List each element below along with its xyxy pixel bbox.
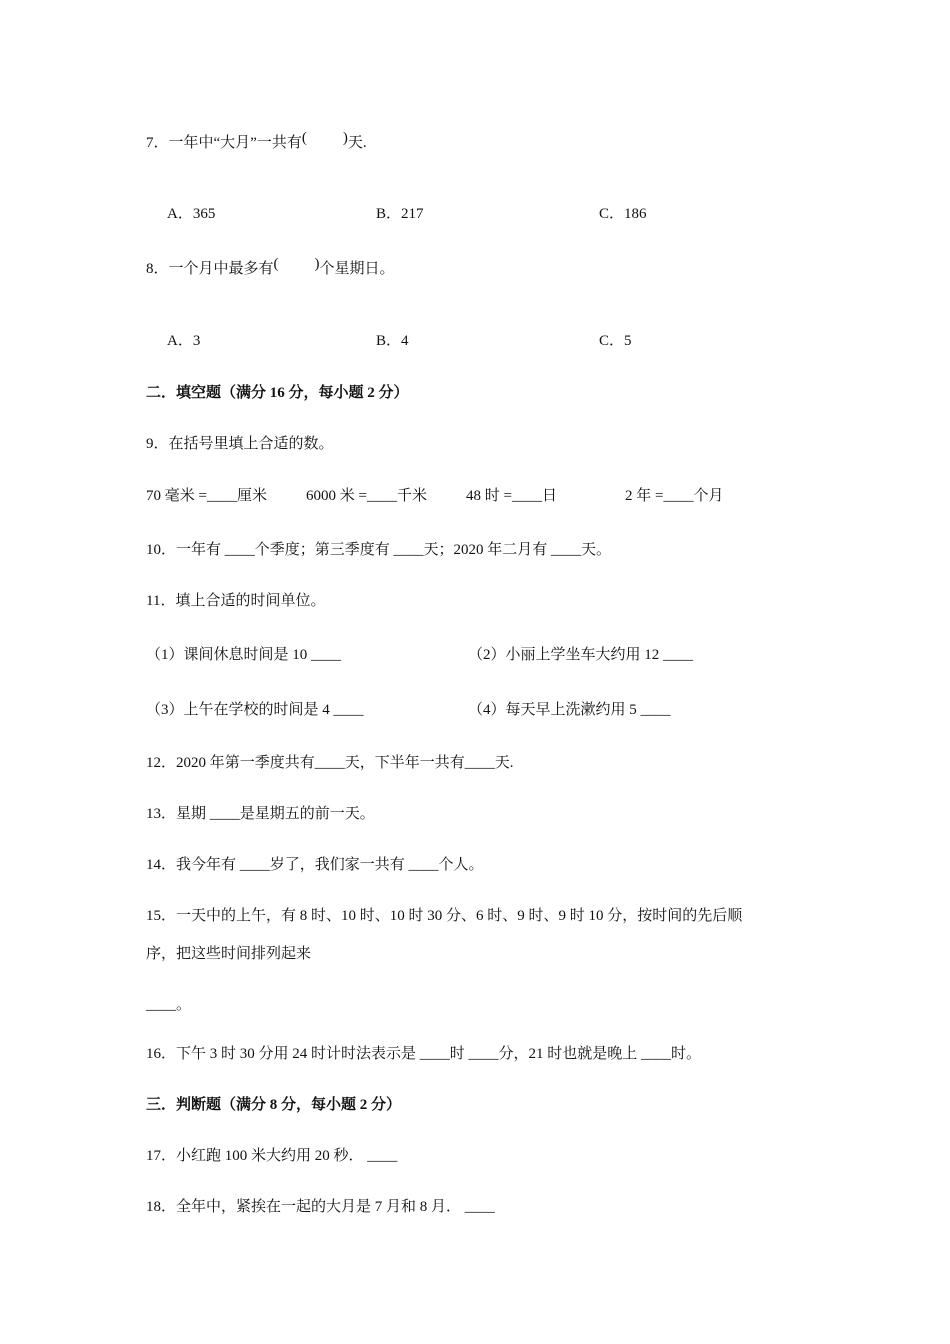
question-18: 18．全年中，紧挨在一起的大月是 7 月和 8 月． ____ [146, 1199, 495, 1215]
question-7-stem [146, 130, 367, 153]
section-2-title: 二．填空题（满分 16 分，每小题 2 分） [146, 385, 409, 401]
question-8-option-a[interactable]: A．3 [167, 333, 201, 349]
question-8-stem [146, 256, 395, 279]
question-15-line-2: 序，把这些时间排列起来 [146, 946, 312, 962]
question-8-paren-close: ) [314, 256, 320, 272]
question-11-stem: 11．填上合适的时间单位。 [146, 593, 326, 609]
question-16: 16．下午 3 时 30 分用 24 时计时法表示是 ____时 ____分，21 时也就是晚上 ____时。 [146, 1046, 702, 1062]
question-7-text-b: 天. [347, 135, 367, 151]
question-11-item-2: （2）小丽上学坐车大约用 12 ____ [468, 647, 694, 663]
question-8-text-a: 8．一个月中最多有 [146, 261, 274, 277]
question-15-line-1: 15．一天中的上午，有 8 时、10 时、10 时 30 分、6 时、9 时、9 时 10 分，按时间的先后顺 [146, 908, 743, 924]
question-9-item-2: 6000 米 =____千米 [306, 488, 427, 504]
question-15-answer-line: ____。 [146, 997, 192, 1013]
question-9-item-1: 70 毫米 =____厘米 [146, 488, 267, 504]
question-8-option-b[interactable]: B．4 [376, 333, 409, 349]
question-9-stem: 9．在括号里填上合适的数。 [146, 436, 334, 452]
question-11-item-4: （4）每天早上洗漱约用 5 ____ [468, 702, 671, 718]
question-11-item-1: （1）课间休息时间是 10 ____ [146, 647, 342, 663]
question-7-paren-open: ( [301, 130, 307, 146]
question-12: 12．2020 年第一季度共有____天，下半年一共有____天. [146, 755, 514, 771]
question-7-option-a[interactable]: A．365 [167, 206, 216, 222]
question-8-option-c[interactable]: C．5 [599, 333, 632, 349]
question-17: 17．小红跑 100 米大约用 20 秒． ____ [146, 1148, 398, 1164]
question-13: 13．星期 ____是星期五的前一天。 [146, 806, 375, 822]
question-7-text-a: 7．一年中“大月”一共有 [146, 135, 302, 151]
question-9-item-3: 48 时 =____日 [466, 488, 557, 504]
question-7-option-c[interactable]: C．186 [599, 206, 647, 222]
section-3-title: 三．判断题（满分 8 分，每小题 2 分） [146, 1097, 402, 1113]
question-11-item-3: （3）上午在学校的时间是 4 ____ [146, 702, 364, 718]
question-7-option-b[interactable]: B．217 [376, 206, 424, 222]
question-10: 10．一年有 ____个季度；第三季度有 ____天；2020 年二月有 ____天。 [146, 542, 612, 558]
question-9-item-4: 2 年 =____个月 [625, 488, 724, 504]
question-8-text-b: 个星期日。 [319, 261, 395, 277]
question-8-paren-open: ( [273, 256, 279, 272]
question-7-paren-close: ) [342, 130, 348, 146]
question-14: 14．我今年有 ____岁了，我们家一共有 ____个人。 [146, 857, 484, 873]
